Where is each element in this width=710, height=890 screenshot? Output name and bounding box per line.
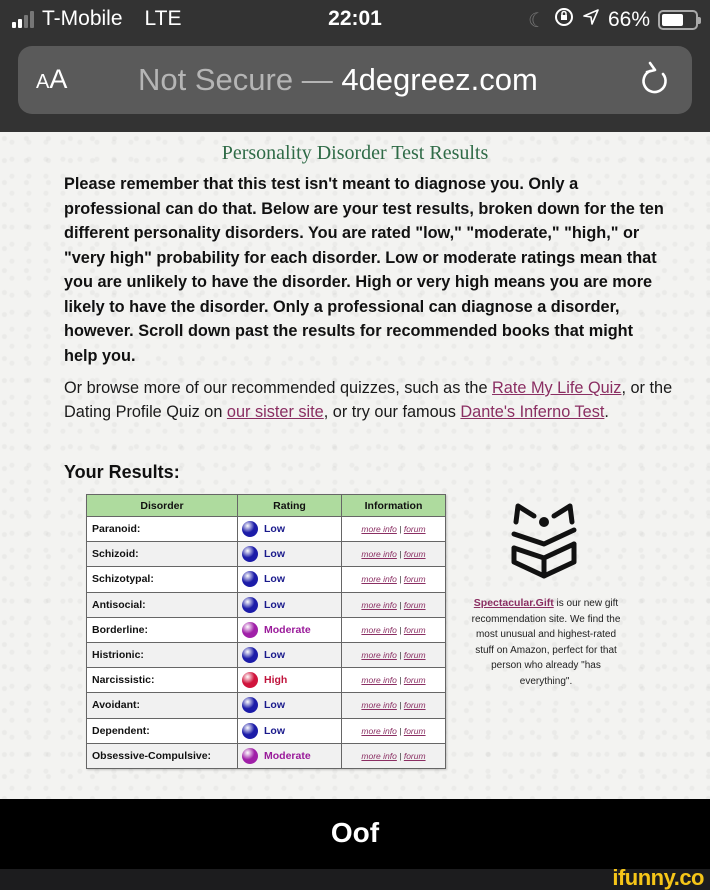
results-table-body bbox=[87, 517, 446, 769]
table-row bbox=[87, 642, 446, 667]
link-separator: | bbox=[399, 725, 402, 736]
disorder-name: Obsessive-Compulsive: bbox=[87, 743, 238, 768]
more-info-link[interactable]: more info bbox=[361, 624, 397, 635]
intro-paragraph: Please remember that this test isn't meant to diagnose you. Only a professional can do that. Below are your test results, broken down for the ten different personality disorders. You are rated "low," "moderate," "high," or "very high" probability for each disorder. Low or moderate ratings mean that you are unlikely to have the disorder. High or very high means you are more likely to have the disorder. Only a professional can diagnose a disorder, however. Scroll down past the results for recommended books that might help you. bbox=[64, 175, 664, 365]
link-separator: | bbox=[399, 574, 402, 585]
forum-link[interactable]: forum bbox=[403, 650, 426, 661]
table-row bbox=[87, 517, 446, 542]
information-cell bbox=[342, 592, 446, 617]
rating-label: High bbox=[264, 674, 288, 687]
forum-link[interactable]: forum bbox=[403, 700, 426, 711]
disorder-name: Antisocial: bbox=[87, 592, 238, 617]
carrier-name: T-Mobile bbox=[42, 7, 123, 30]
table-row bbox=[87, 542, 446, 567]
disorder-name: Schizotypal: bbox=[87, 567, 238, 592]
browse-text: , or try our famous bbox=[323, 403, 461, 421]
spectacular-gift-link[interactable]: Spectacular.Gift bbox=[473, 597, 554, 609]
disorder-name: Dependent: bbox=[87, 718, 238, 743]
more-info-link[interactable]: more info bbox=[361, 675, 397, 686]
table-row bbox=[87, 743, 446, 768]
meme-caption-bar bbox=[0, 799, 710, 869]
browse-text: , or the Dating Profile Quiz on bbox=[64, 379, 673, 421]
link-separator: | bbox=[399, 650, 402, 661]
more-info-link[interactable]: more info bbox=[361, 599, 397, 610]
information-cell bbox=[342, 743, 446, 768]
gift-box-icon[interactable] bbox=[504, 492, 584, 582]
page-title: Personality Disorder Test Results bbox=[221, 142, 489, 164]
disorder-name: Borderline: bbox=[87, 617, 238, 642]
moon-icon: ☾ bbox=[528, 9, 546, 32]
link-separator: | bbox=[399, 624, 402, 635]
link-separator: | bbox=[399, 675, 402, 686]
forum-link[interactable]: forum bbox=[403, 675, 426, 686]
results-heading: Your Results: bbox=[64, 462, 180, 482]
rating-label: Low bbox=[264, 724, 285, 737]
rating-label: Low bbox=[264, 548, 285, 561]
meme-caption: Oof bbox=[330, 817, 380, 848]
browse-text: Or browse more of our recommended quizzes, such as the bbox=[64, 379, 493, 397]
url-display[interactable] bbox=[138, 62, 538, 98]
battery-fill bbox=[662, 14, 683, 26]
security-indicator: Not Secure bbox=[138, 62, 294, 97]
link-separator: | bbox=[399, 599, 402, 610]
clock: 22:01 bbox=[328, 7, 382, 30]
information-cell bbox=[342, 693, 446, 718]
gift-promo-text bbox=[466, 596, 626, 690]
rating-cell bbox=[238, 592, 342, 617]
more-info-link[interactable]: more info bbox=[361, 750, 397, 761]
browse-text: . bbox=[604, 403, 609, 421]
address-bar[interactable] bbox=[18, 46, 692, 114]
status-right bbox=[528, 7, 698, 33]
url-separator: — bbox=[301, 62, 333, 97]
forum-link[interactable]: forum bbox=[403, 725, 426, 736]
rating-label: Moderate bbox=[264, 749, 311, 762]
domain-text: 4degreez.com bbox=[341, 62, 538, 97]
information-cell bbox=[342, 668, 446, 693]
rating-label: Low bbox=[264, 649, 285, 662]
more-info-link[interactable]: more info bbox=[361, 524, 397, 535]
rating-label: Low bbox=[264, 699, 285, 712]
browse-paragraph bbox=[64, 376, 674, 424]
information-cell bbox=[342, 718, 446, 743]
ifunny-watermark: ifunny.co bbox=[612, 865, 704, 890]
rating-dot-icon bbox=[242, 723, 258, 739]
battery-icon bbox=[658, 10, 698, 30]
more-info-link[interactable]: more info bbox=[361, 725, 397, 736]
rating-cell bbox=[238, 668, 342, 693]
text-size-button[interactable]: AA bbox=[36, 64, 68, 94]
forum-link[interactable]: forum bbox=[403, 599, 426, 610]
gift-promo-description: is our new gift recommendation site. We find the most unusual and highest-rated stuff on Amazon, perfect for that person who already "has everything". bbox=[471, 598, 621, 687]
rating-dot-icon bbox=[242, 748, 258, 764]
information-cell bbox=[342, 567, 446, 592]
reload-icon[interactable] bbox=[636, 58, 676, 102]
information-cell bbox=[342, 642, 446, 667]
results-table bbox=[86, 494, 446, 769]
battery-percent: 66% bbox=[607, 8, 650, 31]
rating-cell bbox=[238, 517, 342, 542]
status-bar bbox=[0, 0, 710, 40]
table-row bbox=[87, 718, 446, 743]
rate-my-life-quiz-link[interactable]: Rate My Life Quiz bbox=[492, 379, 622, 397]
rating-cell bbox=[238, 567, 342, 592]
forum-link[interactable]: forum bbox=[403, 574, 426, 585]
rating-cell bbox=[238, 542, 342, 567]
more-info-link[interactable]: more info bbox=[361, 574, 397, 585]
rating-label: Moderate bbox=[264, 623, 311, 636]
rating-dot-icon bbox=[242, 672, 258, 688]
webpage-content bbox=[0, 132, 710, 799]
link-separator: | bbox=[399, 750, 402, 761]
column-header-information: Information bbox=[342, 495, 446, 517]
rating-dot-icon bbox=[242, 647, 258, 663]
rating-dot-icon bbox=[242, 622, 258, 638]
rating-cell bbox=[238, 617, 342, 642]
link-separator: | bbox=[399, 700, 402, 711]
disorder-name: Schizoid: bbox=[87, 542, 238, 567]
rating-label: Low bbox=[264, 523, 285, 536]
disorder-name: Avoidant: bbox=[87, 693, 238, 718]
disorder-name: Histrionic: bbox=[87, 642, 238, 667]
information-cell bbox=[342, 617, 446, 642]
rating-dot-icon bbox=[242, 546, 258, 562]
information-cell bbox=[342, 542, 446, 567]
column-header-disorder: Disorder bbox=[87, 495, 238, 517]
forum-link[interactable]: forum bbox=[403, 549, 426, 560]
forum-link[interactable]: forum bbox=[403, 750, 426, 761]
rating-dot-icon bbox=[242, 571, 258, 587]
forum-link[interactable]: forum bbox=[403, 624, 426, 635]
table-row bbox=[87, 668, 446, 693]
rating-cell bbox=[238, 718, 342, 743]
link-separator: | bbox=[399, 549, 402, 560]
information-cell bbox=[342, 517, 446, 542]
rating-dot-icon bbox=[242, 597, 258, 613]
orientation-lock-icon bbox=[554, 7, 574, 33]
table-row bbox=[87, 567, 446, 592]
column-header-rating: Rating bbox=[238, 495, 342, 517]
rating-cell bbox=[238, 743, 342, 768]
rating-label: Low bbox=[264, 573, 285, 586]
rating-cell bbox=[238, 693, 342, 718]
disorder-name: Paranoid: bbox=[87, 517, 238, 542]
watermark-bar bbox=[0, 865, 710, 890]
sister-site-link[interactable]: our sister site bbox=[226, 403, 324, 421]
disorder-name: Narcissistic: bbox=[87, 668, 238, 693]
ios-browser-chrome bbox=[0, 0, 710, 132]
more-info-link[interactable]: more info bbox=[361, 549, 397, 560]
rating-cell bbox=[238, 642, 342, 667]
link-separator: | bbox=[399, 524, 402, 535]
dantes-inferno-test-link[interactable]: Dante's Inferno Test bbox=[460, 403, 605, 421]
forum-link[interactable]: forum bbox=[403, 524, 426, 535]
more-info-link[interactable]: more info bbox=[361, 650, 397, 661]
rating-dot-icon bbox=[242, 521, 258, 537]
rating-dot-icon bbox=[242, 697, 258, 713]
table-row bbox=[87, 617, 446, 642]
more-info-link[interactable]: more info bbox=[361, 700, 397, 711]
network-type: LTE bbox=[144, 7, 182, 30]
location-icon bbox=[582, 8, 600, 32]
rating-label: Low bbox=[264, 598, 285, 611]
table-row bbox=[87, 693, 446, 718]
table-header-row bbox=[87, 495, 446, 517]
table-row bbox=[87, 592, 446, 617]
